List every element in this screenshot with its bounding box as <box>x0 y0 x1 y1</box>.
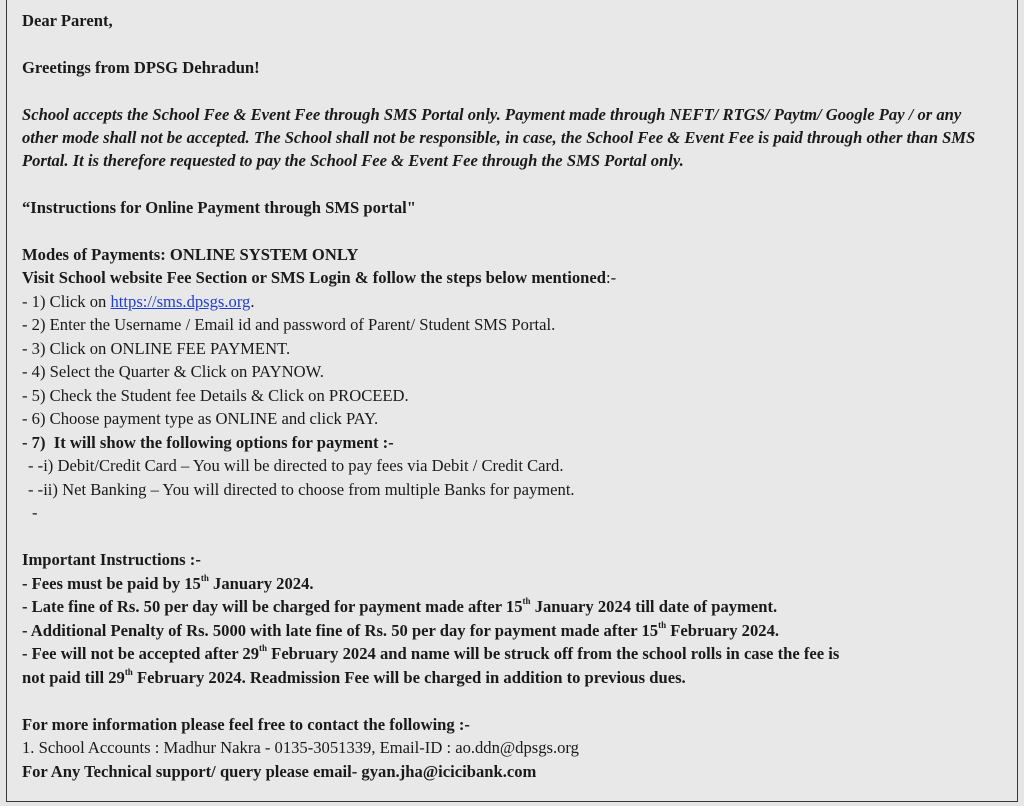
important-item-4-continued <box>22 666 1001 690</box>
important-item-4-text: - Fee will not be accepted after 29 <box>22 644 260 663</box>
contact-technical-support: For Any Technical support/ query please email- gyan.jha@icicibank.com <box>22 761 537 781</box>
ordinal-suffix: th <box>124 666 133 677</box>
ordinal-suffix: th <box>522 596 531 607</box>
step-1-prefix: - 1) Click on <box>22 291 111 311</box>
important-item-2-text: - Late fine of Rs. 50 per day will be charged for payment made after 15 <box>22 597 523 616</box>
ordinal-suffix: th <box>200 572 209 583</box>
step-1-suffix: . <box>250 291 255 311</box>
sub-option-net-banking: - -ii) Net Banking – You will directed to choose from multiple Banks for payment. <box>28 479 575 499</box>
important-item-1-text-end: January 2024. <box>208 573 314 593</box>
important-item-2 <box>22 595 1001 619</box>
step-1 <box>22 290 1001 314</box>
step-3: - 3) Click on ONLINE FEE PAYMENT. <box>22 338 291 358</box>
visit-heading-suffix: :- <box>606 268 617 287</box>
important-item-4-text-end: February 2024. Readmission Fee will be charged in addition to previous dues. <box>132 667 686 687</box>
step-7 <box>22 431 1001 455</box>
step-7-text: It will show the following options for payment :- <box>53 432 394 452</box>
instructions-title: “Instructions for Online Payment through SMS portal" <box>22 197 416 217</box>
sub-option-blank: - <box>32 503 38 522</box>
important-item-4 <box>22 642 1001 666</box>
contact-heading: For more information please feel free to contact the following :- <box>22 714 470 734</box>
ordinal-suffix: th <box>658 619 667 630</box>
modes-heading: Modes of Payments: ONLINE SYSTEM ONLY <box>22 244 359 264</box>
important-item-4-text-cont: not paid till 29 <box>22 667 125 687</box>
visit-heading <box>22 266 1001 290</box>
sub-option-debit-credit: - -i) Debit/Credit Card – You will be directed to pay fees via Debit / Credit Card. <box>28 456 564 475</box>
ordinal-suffix: th <box>259 643 268 654</box>
step-7-prefix: - 7) <box>22 432 46 452</box>
step-4: - 4) Select the Quarter & Click on PAYNOW. <box>22 362 324 381</box>
important-item-1-text: - Fees must be paid by 15 <box>22 573 201 593</box>
contact-accounts: 1. School Accounts : Madhur Nakra - 0135-3051339, Email-ID : ao.ddn@dpsgs.org <box>22 738 579 757</box>
salutation: Dear Parent, <box>22 11 113 30</box>
fee-notice-document <box>6 0 1018 802</box>
important-item-3 <box>22 619 1001 643</box>
important-item-2-text-end: January 2024 till date of payment. <box>530 597 778 616</box>
sms-portal-link[interactable]: https://sms.dpsgs.org <box>110 291 251 311</box>
important-heading: Important Instructions :- <box>22 550 201 569</box>
step-2: - 2) Enter the Username / Email id and password of Parent/ Student SMS Portal. <box>22 315 556 334</box>
visit-heading-text: Visit School website Fee Section or SMS Login & follow the steps below mentioned <box>22 268 606 287</box>
step-5: - 5) Check the Student fee Details & Click on PROCEED. <box>22 385 409 405</box>
payment-notice: School accepts the School Fee & Event Fee through SMS Portal only. Payment made through NEFT/ RTGS/ Paytm/ Google Pay / or any other mode shall not be accepted. The School shall not be responsible, in case, the School Fee & Event Fee is paid through other than SMS Portal. It is therefore requested to pay the School Fee & Event Fee through the SMS Portal only. <box>22 105 976 170</box>
important-item-4-text-mid: February 2024 and name will be struck off from the school rolls in case the fee is <box>267 644 840 663</box>
step-6: - 6) Choose payment type as ONLINE and click PAY. <box>22 409 379 428</box>
important-item-3-text: - Additional Penalty of Rs. 5000 with late fine of Rs. 50 per day for payment made after 15 <box>22 620 659 640</box>
important-item-1 <box>22 572 1001 596</box>
greeting: Greetings from DPSG Dehradun! <box>22 58 260 77</box>
important-item-3-text-end: February 2024. <box>666 620 780 640</box>
